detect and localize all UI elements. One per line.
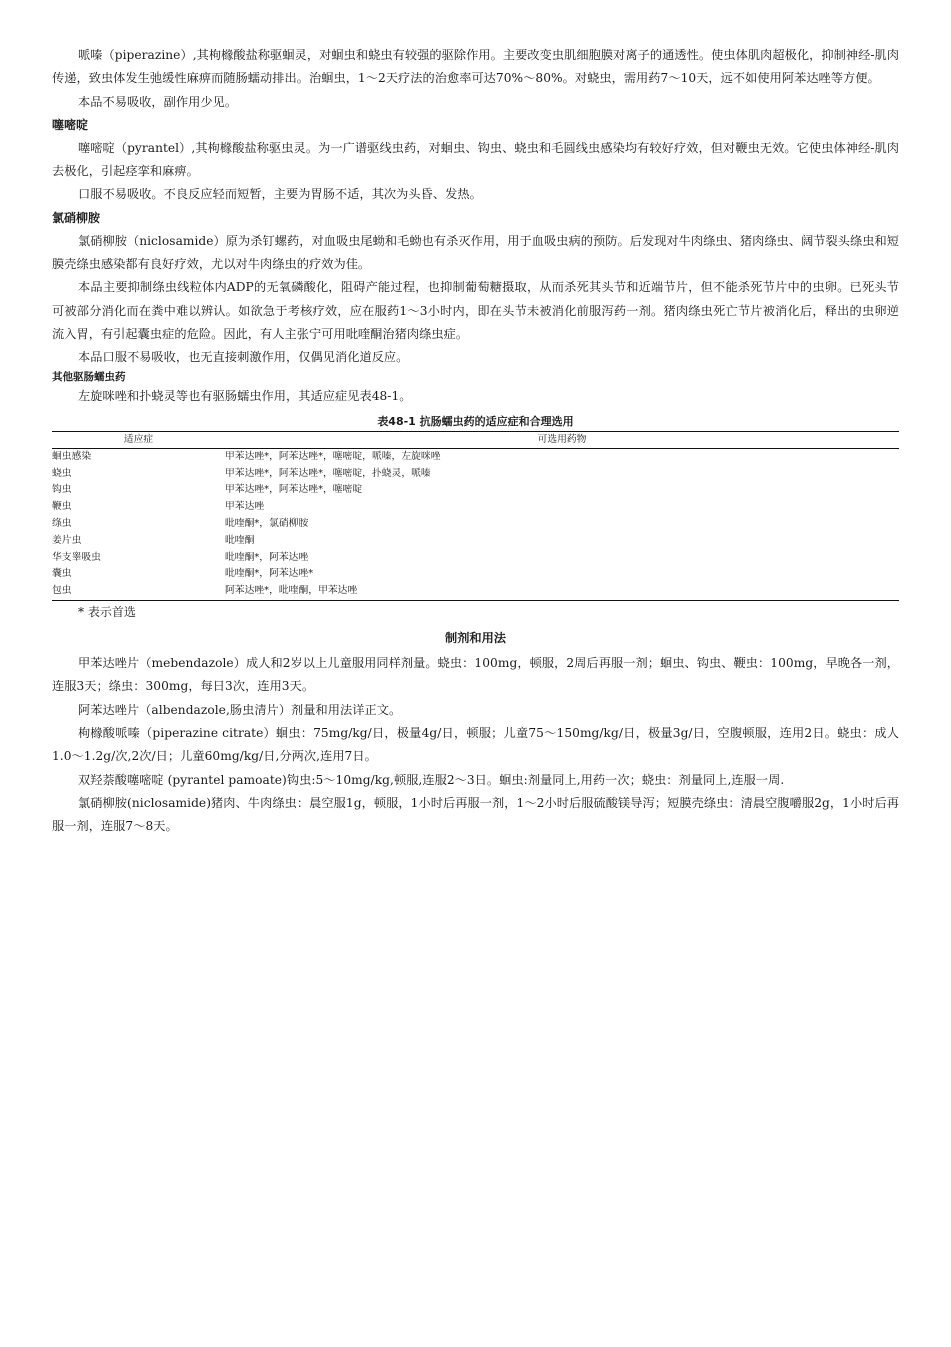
paragraph-pyrantel-intro: 噻嘧啶（pyrantel）,其枸橼酸盐称驱虫灵。为一广谱驱线虫药，对蛔虫、钩虫、蛲虫和毛圆线虫感染均有较好疗效，但对鞭虫无效。它使虫体神经-肌肉去极化，引起痉挛和麻痹。 bbox=[52, 140, 899, 179]
table-cell-drugs: 甲苯达唑*，阿苯达唑*，噻嘧啶，扑蛲灵，哌嗪 bbox=[225, 467, 431, 479]
table-cell-drugs: 吡喹酮*，阿苯达唑* bbox=[225, 568, 314, 580]
heading-other-anthelmintics: 其他驱肠蠕虫药 bbox=[52, 370, 126, 383]
paragraph-niclosamide-intro: 氯硝柳胺（niclosamide）原为杀钉螺药，对血吸虫尾蚴和毛蚴也有杀灭作用，用于血吸虫病的预防。后发现对牛肉绦虫、猪肉绦虫、阔节裂头绦虫和短膜壳绦虫感染都有良好疗效，尤以对牛肉绦虫的疗效为佳。 bbox=[52, 233, 899, 272]
table-cell-indication: 蛲虫 bbox=[52, 467, 72, 479]
table-row bbox=[52, 482, 899, 499]
table-cell-indication: 囊虫 bbox=[52, 568, 72, 580]
paragraph-dosage-niclosamide: 氯硝柳胺(niclosamide)猪肉、牛肉绦虫：晨空服1g，顿服，1小时后再服一剂，1～2小时后服硫酸镁导泻；短膜壳绦虫：清晨空腹嚼服2g，1小时后再服一剂，连服7～8天。 bbox=[52, 795, 899, 834]
paragraph-dosage-pyrantel-pamoate: 双羟萘酸噻嘧啶 (pyrantel pamoate)钩虫:5～10mg/kg,顿服,连服2～3日。蛔虫:剂量同上,用药一次；蛲虫：剂量同上,连服一周. bbox=[78, 772, 785, 787]
heading-niclosamide: 氯硝柳胺 bbox=[52, 210, 101, 225]
paragraph-dosage-albendazole: 阿苯达唑片（albendazole,肠虫清片）剂量和用法详正文。 bbox=[78, 702, 402, 717]
paragraph-dosage-piperazine-citrate: 枸橼酸哌嗪（piperazine citrate）蛔虫：75mg/kg/日，极量4g/日，顿服；儿童75～150mg/kg/日，极量3g/日，空腹顿服，连用2日。蛲虫：成人1.0～1.2g/次,2次/日；儿童60mg/kg/日,分两次,连用7日。 bbox=[52, 725, 899, 764]
table-cell-indication: 钩虫 bbox=[52, 484, 72, 496]
table-cell-drugs: 甲苯达唑*，阿苯达唑*，噻嘧啶 bbox=[225, 484, 363, 496]
table-row bbox=[52, 550, 899, 567]
table-row bbox=[52, 499, 899, 516]
table-header-row bbox=[52, 431, 899, 448]
paragraph-niclosamide-mechanism: 本品主要抑制绦虫线粒体内ADP的无氧磷酸化，阻碍产能过程，也抑制葡萄糖摄取，从而杀死其头节和近端节片，但不能杀死节片中的虫卵。已死头节可被部分消化而在粪中难以辨认。如欲急于考核疗效，应在服药1～3小时内，即在头节未被消化前服泻药一剂。猪肉绦虫死亡节片被消化后，释出的虫卵逆流入胃，有引起囊虫症的危险。因此，有人主张宁可用吡喹酮治猪肉绦虫症。 bbox=[52, 280, 899, 341]
table-cell-indication: 姜片虫 bbox=[52, 534, 82, 546]
table-cell-drugs: 吡喹酮 bbox=[225, 534, 255, 546]
paragraph-dosage-mebendazole: 甲苯达唑片（mebendazole）成人和2岁以上儿童服用同样剂量。蛲虫：100mg，顿服，2周后再服一剂；蛔虫、钩虫、鞭虫：100mg，早晚各一剂，连服3天；绦虫：300mg，每日3次，连用3天。 bbox=[52, 656, 899, 694]
table-row bbox=[52, 448, 899, 465]
table-title: 表48-1 抗肠蠕虫药的适应症和合理选用 bbox=[377, 414, 574, 428]
paragraph-piperazine-side-effects: 本品不易吸收，副作用少见。 bbox=[78, 94, 238, 109]
table-cell-indication: 华支睾吸虫 bbox=[52, 551, 101, 563]
table-cell-drugs: 甲苯达唑*，阿苯达唑*，噻嘧啶，哌嗪，左旋咪唑 bbox=[225, 450, 441, 462]
table-cell-drugs: 吡喹酮*，氯硝柳胺 bbox=[225, 518, 309, 530]
table-row bbox=[52, 566, 899, 583]
table-row bbox=[52, 516, 899, 533]
table-row bbox=[52, 533, 899, 550]
heading-pyrantel: 噻嘧啶 bbox=[52, 117, 89, 132]
table-cell-indication: 鞭虫 bbox=[52, 501, 72, 513]
paragraph-pyrantel-side-effects: 口服不易吸收。不良反应轻而短暂，主要为胃肠不适，其次为头昏、发热。 bbox=[78, 187, 482, 202]
table-row bbox=[52, 466, 899, 483]
table-cell-drugs: 阿苯达唑*，吡喹酮，甲苯达唑 bbox=[225, 585, 358, 597]
table-row bbox=[52, 583, 899, 600]
indication-table bbox=[52, 431, 899, 601]
section-title-preparations: 制剂和用法 bbox=[445, 631, 506, 646]
table-header-indication: 适应症 bbox=[123, 433, 154, 445]
table-cell-indication: 绦虫 bbox=[52, 518, 72, 530]
table-footnote: * 表示首选 bbox=[78, 605, 136, 620]
table-cell-indication: 蛔虫感染 bbox=[52, 450, 92, 462]
table-cell-drugs: 甲苯达唑 bbox=[225, 501, 265, 513]
paragraph-niclosamide-side-effects: 本品口服不易吸收，也无直接刺激作用，仅偶见消化道反应。 bbox=[78, 350, 409, 365]
table-header-drugs: 可选用药物 bbox=[537, 433, 587, 445]
table-cell-indication: 包虫 bbox=[52, 585, 72, 597]
table-cell-drugs: 吡喹酮*，阿苯达唑 bbox=[225, 551, 309, 563]
paragraph-piperazine-intro: 哌嗪（piperazine）,其枸橼酸盐称驱蛔灵，对蛔虫和蛲虫有较强的驱除作用。主要改变虫肌细胞膜对离子的通透性。使虫体肌肉超极化，抑制神经-肌肉传递，致虫体发生弛缓性麻痹而随肠蠕动排出。治蛔虫，1～2天疗法的治愈率可达70%～80%。对蛲虫，需用药7～10天，远不如使用阿苯达唑等方便。 bbox=[52, 48, 899, 86]
paragraph-other-anthelmintics: 左旋咪唑和扑蛲灵等也有驱肠蠕虫作用，其适应症见表48-1。 bbox=[78, 388, 412, 403]
